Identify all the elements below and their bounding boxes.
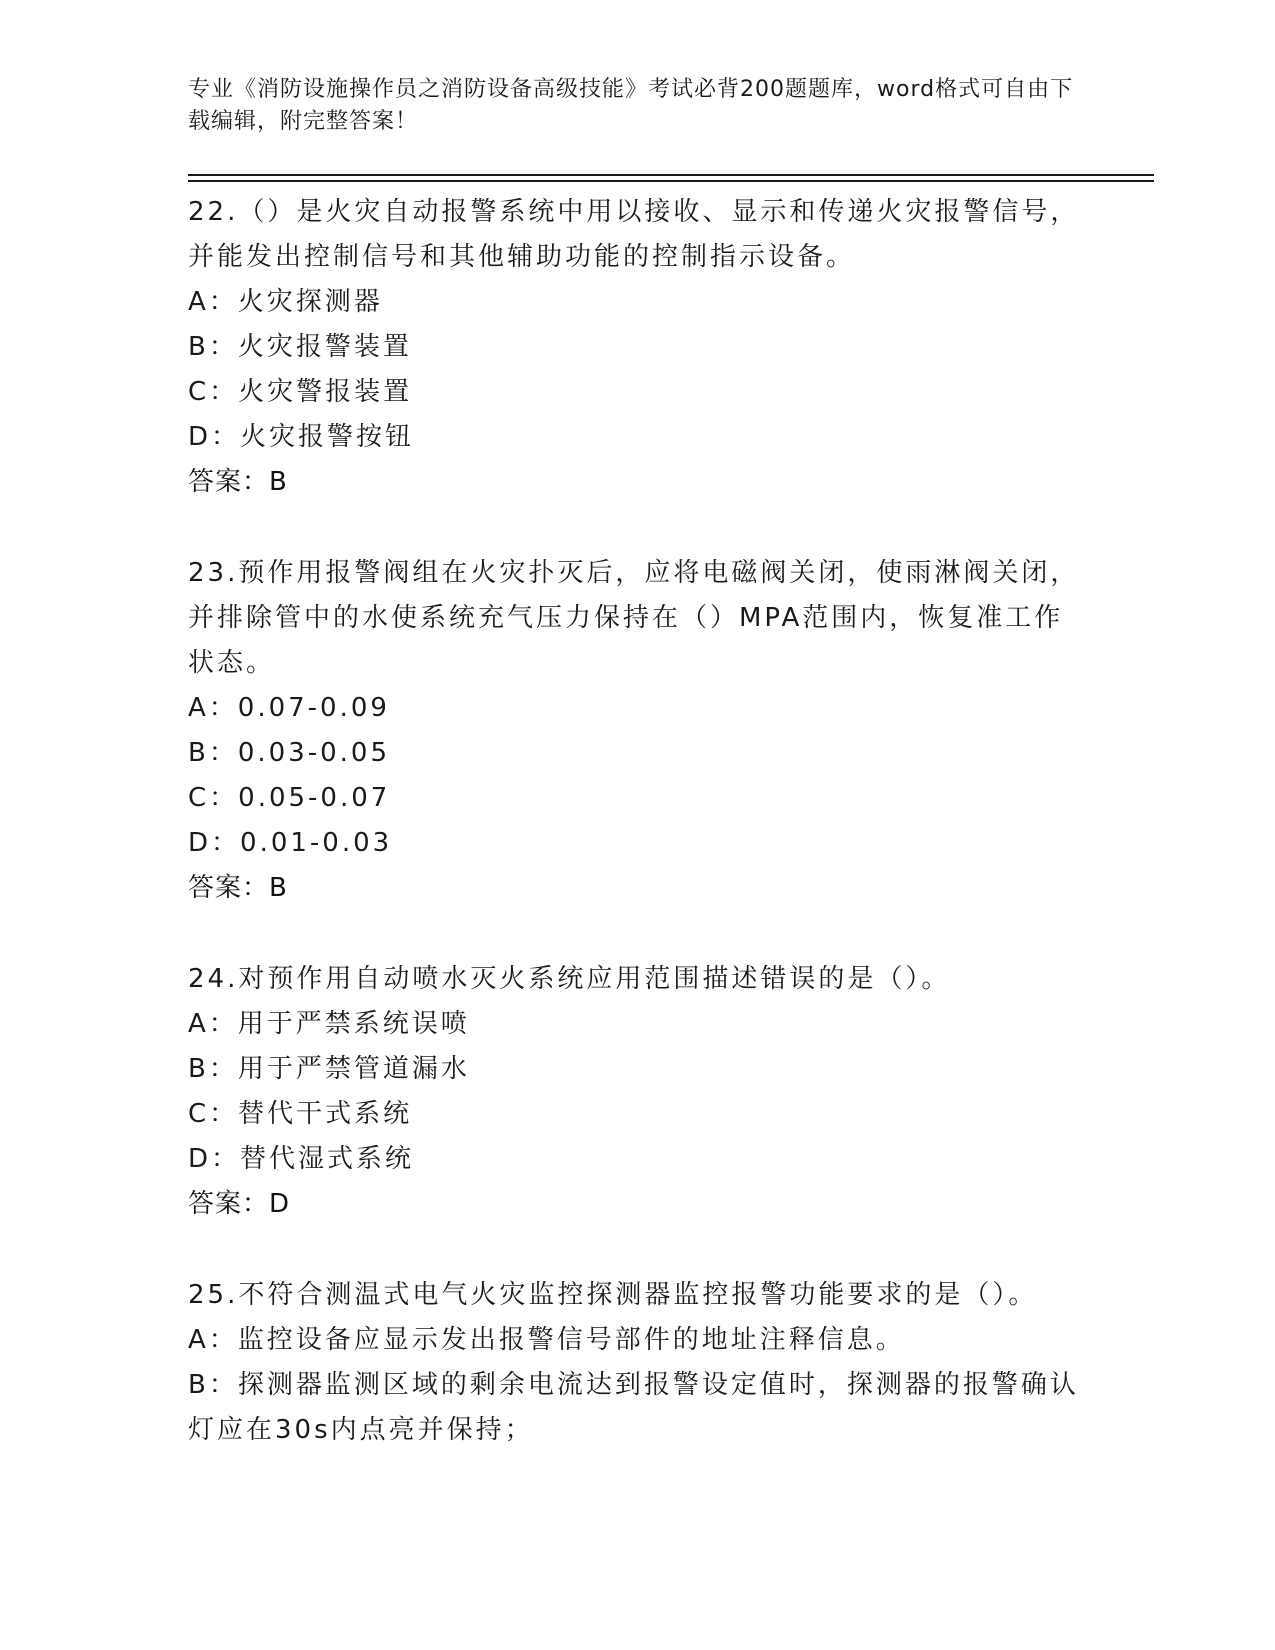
question-23: [188, 551, 1088, 911]
option-b: B：0.03-0.05: [188, 738, 391, 768]
option-a: A：0.07-0.09: [188, 693, 390, 723]
answer-line: 答案：B: [188, 467, 288, 497]
answer-line: 答案：B: [188, 873, 288, 903]
question-22: [188, 190, 1088, 505]
header-divider-top: [188, 174, 1154, 176]
question-24: [188, 957, 1088, 1227]
header-divider-bottom: [188, 180, 1154, 182]
answer-line: 答案：D: [188, 1189, 291, 1219]
question-25: [188, 1273, 1088, 1453]
option-a: A：火灾探测器: [188, 287, 383, 317]
question-stem: 23.预作用报警阀组在火灾扑灭后，应将电磁阀关闭，使雨淋阀关闭，并排除管中的水使系统充气压力保持在（）MPA范围内，恢复准工作状态。: [188, 558, 1080, 678]
question-list: [188, 190, 1088, 1499]
option-b: B：火灾报警装置: [188, 332, 412, 362]
option-a: A：监控设备应显示发出报警信号部件的地址注释信息。: [188, 1325, 905, 1355]
option-b: B：用于严禁管道漏水: [188, 1054, 470, 1084]
option-d: D：替代湿式系统: [188, 1144, 415, 1174]
option-b: B：探测器监测区域的剩余电流达到报警设定值时，探测器的报警确认灯应在30s内点亮并保持；: [188, 1370, 1079, 1445]
option-a: A：用于严禁系统误喷: [188, 1009, 470, 1039]
option-d: D：火灾报警按钮: [188, 422, 415, 452]
option-d: D：0.01-0.03: [188, 828, 393, 858]
document-header: 专业《消防设施操作员之消防设备高级技能》考试必背200题题库，word格式可自由下载编辑，附完整答案！: [188, 77, 1074, 134]
option-c: C：替代干式系统: [188, 1099, 413, 1129]
option-c: C：火灾警报装置: [188, 377, 413, 407]
question-stem: 22.（）是火灾自动报警系统中用以接收、显示和传递火灾报警信号，并能发出控制信号和其他辅助功能的控制指示设备。: [188, 197, 1080, 272]
question-stem: 25.不符合测温式电气火灾监控探测器监控报警功能要求的是（）。: [188, 1280, 1038, 1310]
option-c: C：0.05-0.07: [188, 783, 391, 813]
question-stem: 24.对预作用自动喷水灭火系统应用范围描述错误的是（）。: [188, 964, 951, 994]
